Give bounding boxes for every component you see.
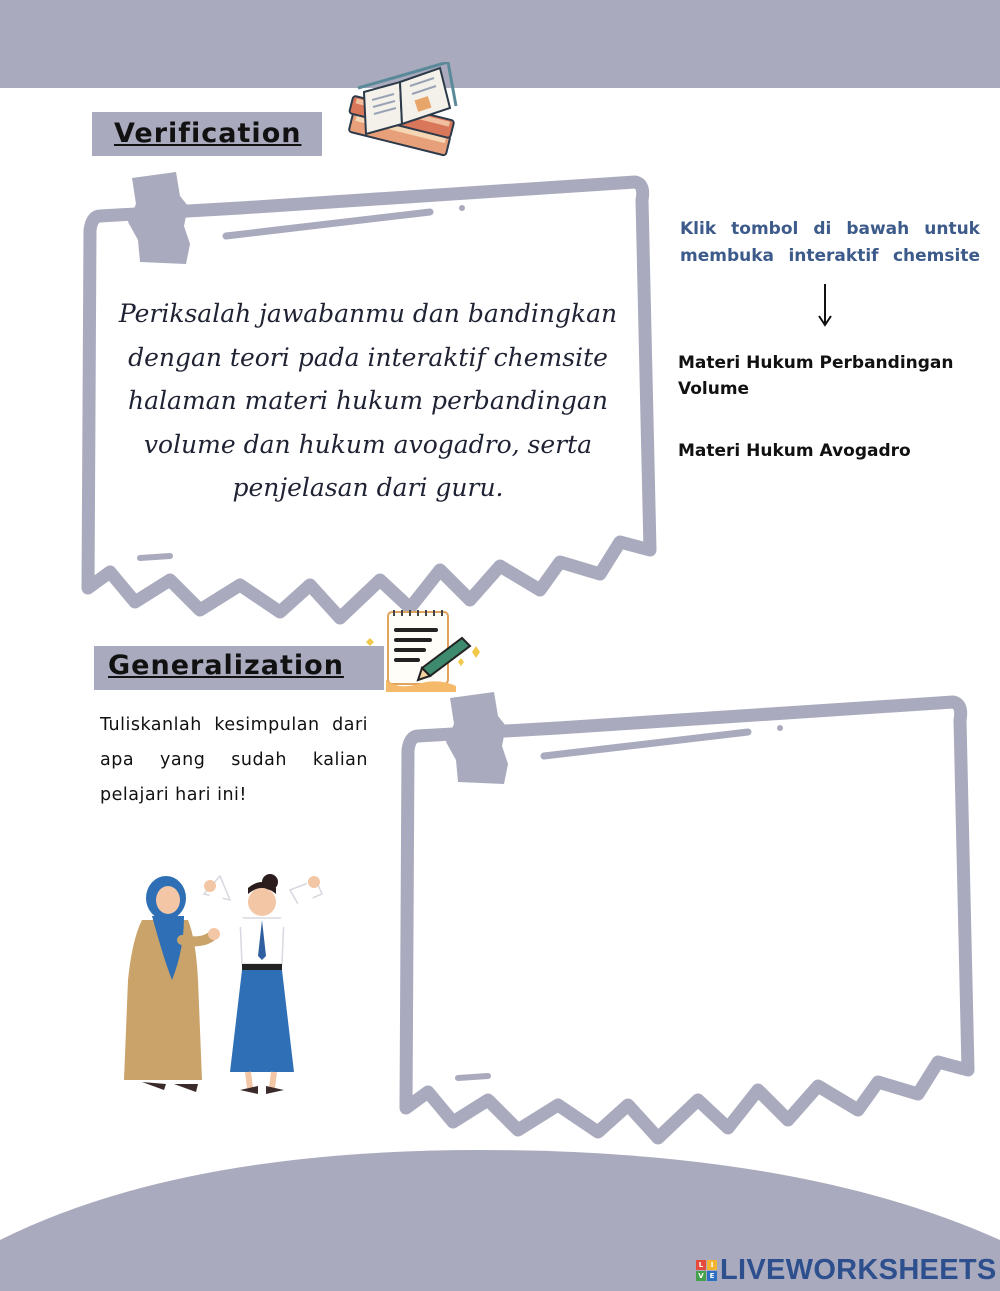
notepad-pencil-icon xyxy=(358,608,486,692)
chemsite-hint: Klik tombol di bawah untuk membuka interaktif chemsite xyxy=(680,219,980,266)
verification-heading: Verification xyxy=(92,112,322,156)
link-hukum-avogadro[interactable]: Materi Hukum Avogadro xyxy=(678,441,911,461)
liveworksheets-logo xyxy=(696,1254,997,1286)
arrow-down-icon xyxy=(813,282,837,328)
verification-instruction: Periksalah jawabanmu dan bandingkan dengan teori pada interaktif chemsite halaman materi hukum perbandingan volume dan hukum avogadro, serta penjelasan dari guru. xyxy=(118,299,618,502)
liveworksheets-brand: LIVEWORKSHEETS xyxy=(720,1253,997,1286)
generalization-heading: Generalization xyxy=(94,646,384,690)
liveworksheets-badge: L I V E xyxy=(696,1260,717,1281)
top-banner xyxy=(0,0,1000,88)
generalization-prompt: Tuliskanlah kesimpulan dari apa yang sudah kalian pelajari hari ini! xyxy=(100,715,368,805)
stacked-books-icon xyxy=(330,62,470,162)
teacher-and-student-illustration xyxy=(112,860,342,1110)
conclusion-answer-field[interactable] xyxy=(430,770,944,1064)
link-hukum-perbandingan-volume[interactable]: Materi Hukum Perbandingan Volume xyxy=(678,353,954,399)
